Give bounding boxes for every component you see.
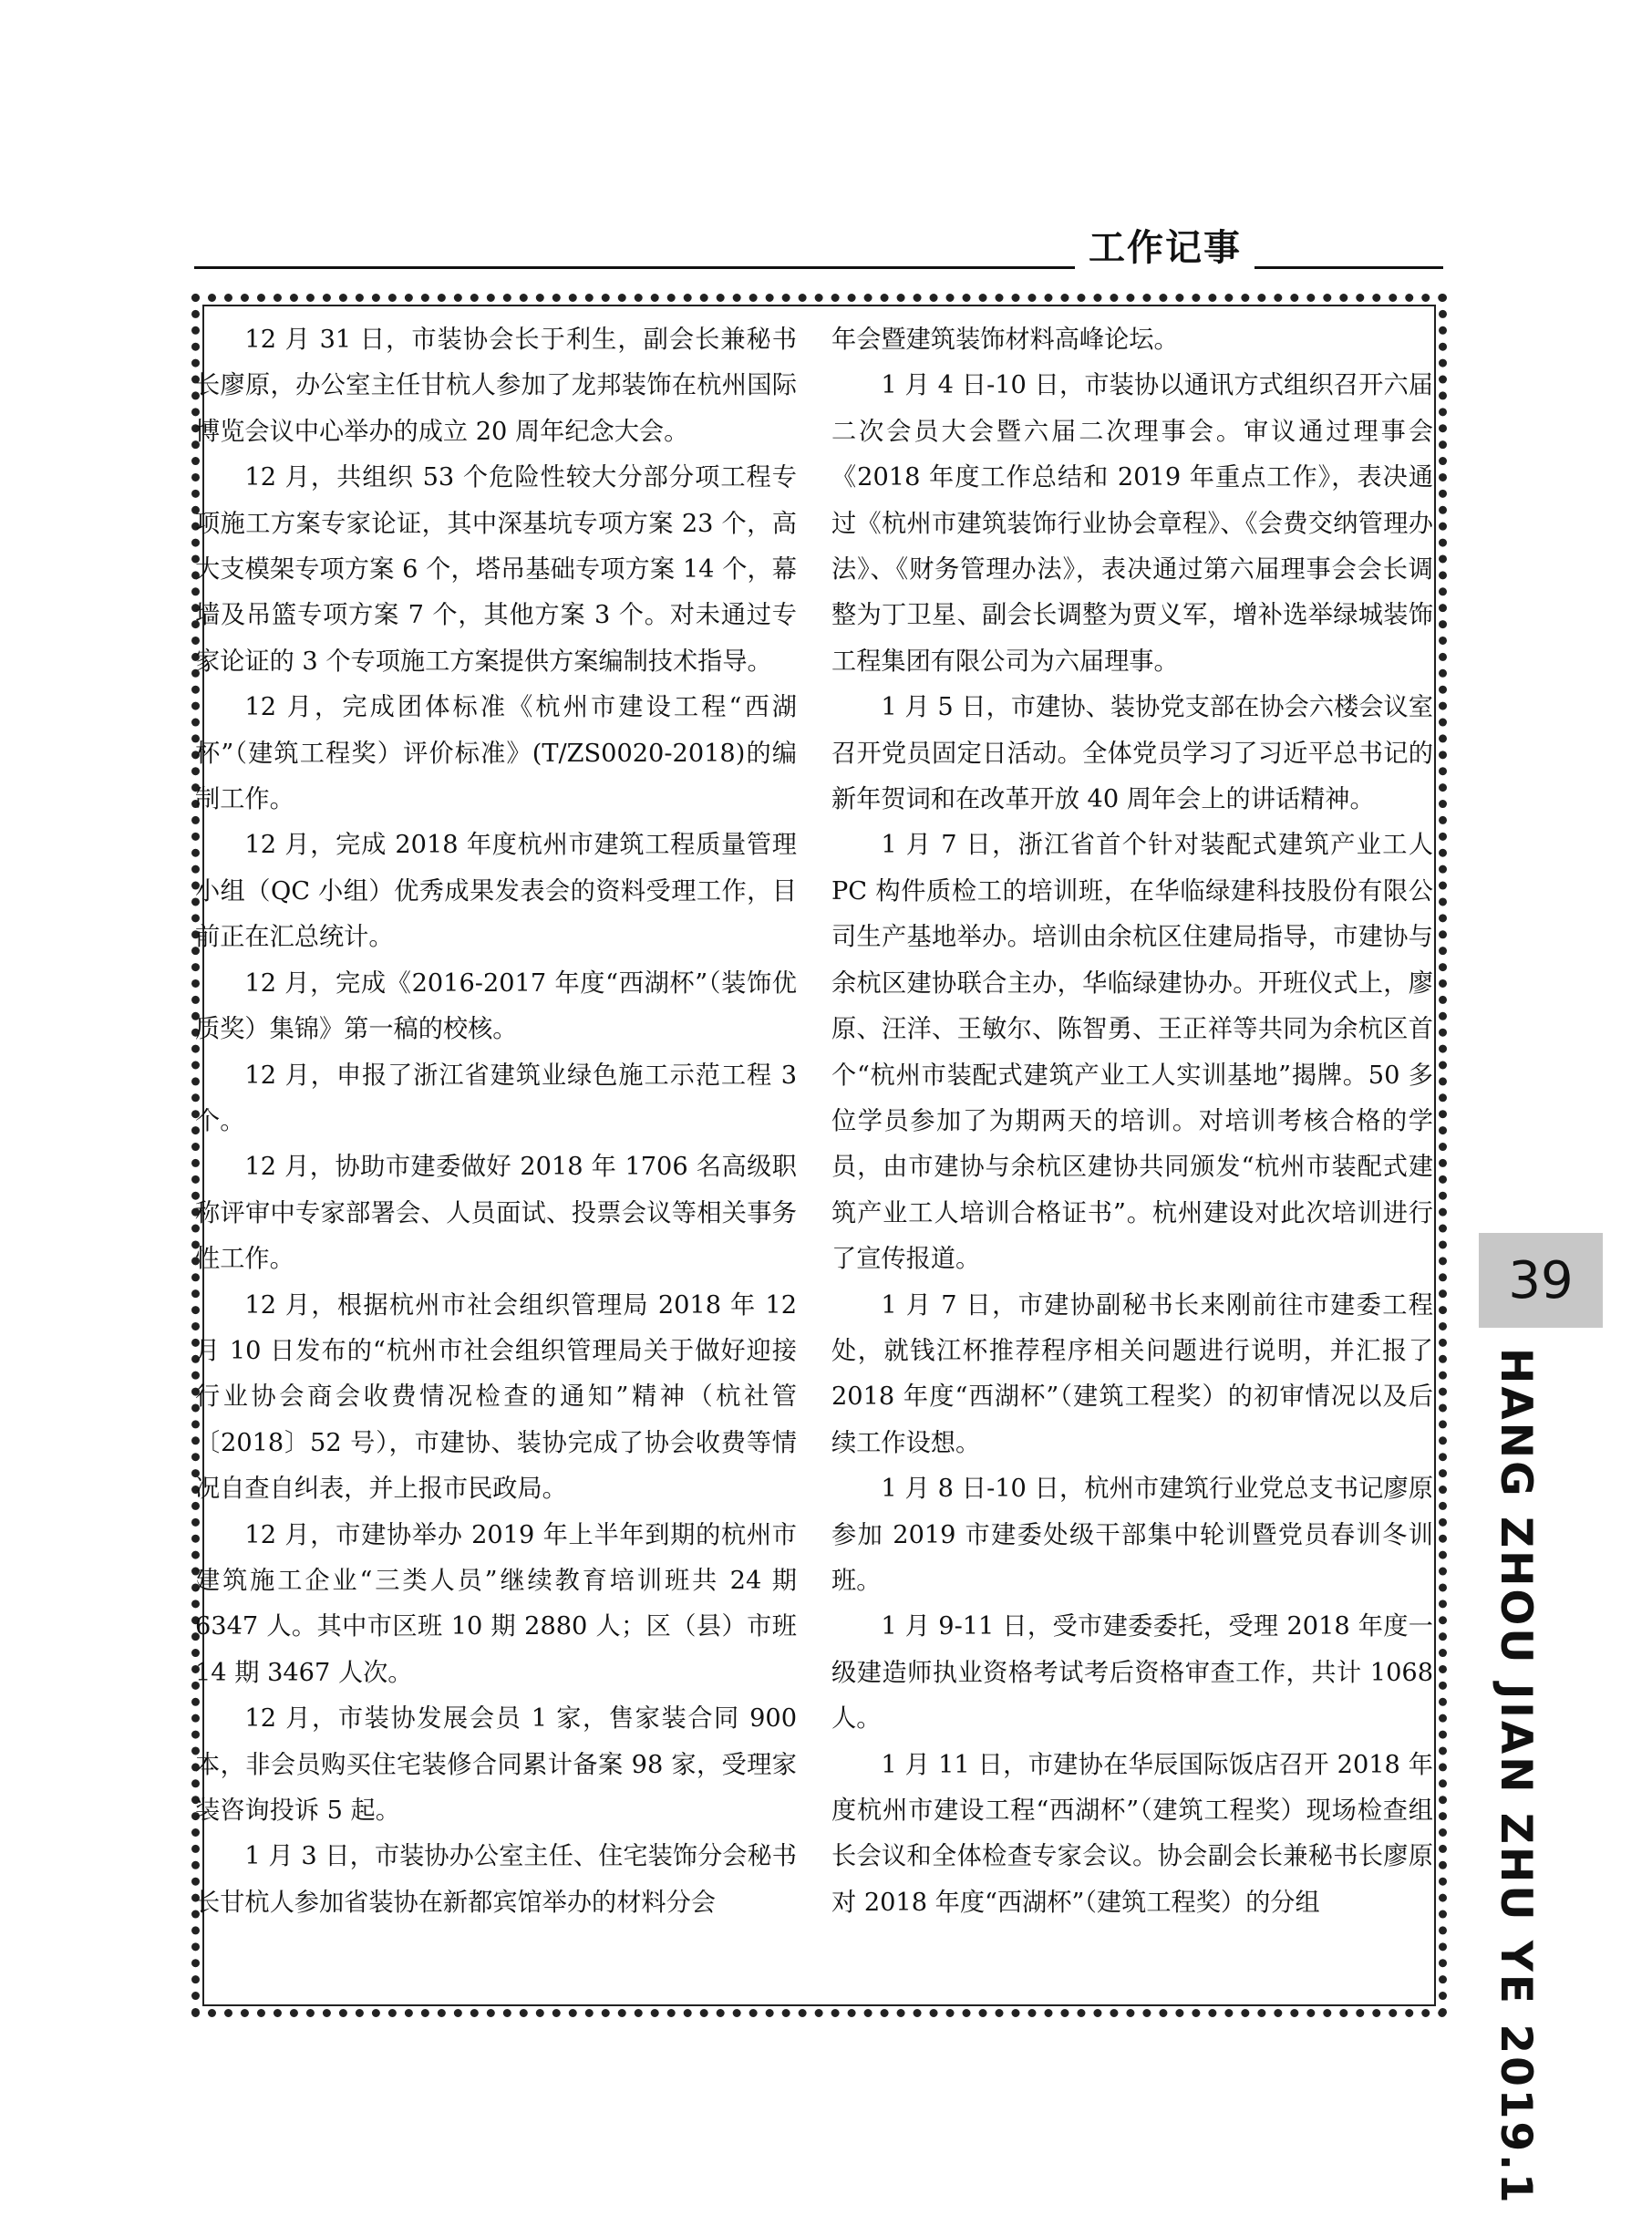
header-rule-right <box>1254 266 1443 269</box>
paragraph: 1 月 3 日，市装协办公室主任、住宅装饰分会秘书长甘杭人参加省装协在新都宾馆举办的材料分会 <box>195 1842 797 1917</box>
right-column <box>831 317 1433 1926</box>
paragraph: 12 月，市装协发展会员 1 家，售家装合同 900 本，非会员购买住宅装修合同累计备案 98 家，受理家装咨询投诉 5 起。 <box>195 1704 797 1825</box>
page-number: 39 <box>1479 1233 1603 1328</box>
paragraph: 12 月 31 日，市装协会长于利生，副会长兼秘书长廖原，办公室主任甘杭人参加了龙邦装饰在杭州国际博览会议中心举办的成立 20 周年纪念大会。 <box>195 326 797 446</box>
paragraph: 1 月 4 日-10 日，市装协以通讯方式组织召开六届二次会员大会暨六届二次理事会。审议通过理事会《2018 年度工作总结和 2019 年重点工作》，表决通过《杭州市建筑装饰行业协会章程》、《会费交纳管理办法》、《财务管理办法》，表决通过第六届理事会会长调整为丁卫星、副会长调整为贾义军，增补选举绿城装饰工程集团有限公司为六届理事。 <box>831 371 1433 676</box>
paragraph: 12 月，协助市建委做好 2018 年 1706 名高级职称评审中专家部署会、人员面试、投票会议等相关事务性工作。 <box>195 1153 797 1274</box>
paragraph: 1 月 11 日，市建协在华辰国际饭店召开 2018 年度杭州市建设工程“西湖杯”（建筑工程奖）现场检查组长会议和全体检查专家会议。协会副会长兼秘书长廖原对 2018 年度“西湖杯”（建筑工程奖）的分组 <box>831 1750 1433 1917</box>
paragraph: 12 月，完成 2018 年度杭州市建筑工程质量管理小组（QC 小组）优秀成果发表会的资料受理工作，目前正在汇总统计。 <box>195 831 797 952</box>
paragraph: 12 月，市建协举办 2019 年上半年到期的杭州市建筑施工企业“三类人员”继续教育培训班共 24 期 6347 人。其中市区班 10 期 2880 人；区（县）市班 14 期 3467 人次。 <box>195 1520 797 1687</box>
left-column <box>195 317 797 1926</box>
paragraph: 12 月，根据杭州市社会组织管理局 2018 年 12 月 10 日发布的“杭州市社会组织管理局关于做好迎接行业协会商会收费情况检查的通知”精神（杭社管〔2018〕52 号），市建协、装协完成了协会收费等情况自查自纠表，并上报市民政局。 <box>195 1290 797 1504</box>
paragraph: 1 月 8 日-10 日，杭州市建筑行业党总支书记廖原参加 2019 市建委处级干部集中轮训暨党员春训冬训班。 <box>831 1475 1433 1595</box>
paragraph-continuation: 年会暨建筑装饰材料高峰论坛。 <box>831 326 1179 354</box>
paragraph: 12 月，完成《2016-2017 年度“西湖杯”（装饰优质奖）集锦》第一稿的校核。 <box>195 968 797 1044</box>
paragraph: 1 月 7 日，市建协副秘书长来刚前往市建委工程处，就钱江杯推荐程序相关问题进行说明，并汇报了 2018 年度“西湖杯”（建筑工程奖）的初审情况以及后续工作设想。 <box>831 1290 1433 1457</box>
header-rule-left <box>194 266 1075 269</box>
paragraph: 12 月，完成团体标准《杭州市建设工程“西湖杯”（建筑工程奖）评价标准》(T/ZS0020-2018)的编制工作。 <box>195 693 797 814</box>
paragraph: 1 月 5 日，市建协、装协党支部在协会六楼会议室召开党员固定日活动。全体党员学习了习近平总书记的新年贺词和在改革开放 40 周年会上的讲话精神。 <box>831 693 1433 814</box>
side-journal-title: HANG ZHOU JIAN ZHU YE 2019.1 <box>1491 1348 1541 2206</box>
paragraph: 1 月 9-11 日，受市建委委托，受理 2018 年度一级建造师执业资格考试考后资格审查工作，共计 1068 人。 <box>831 1612 1433 1734</box>
paragraph: 1 月 7 日，浙江省首个针对装配式建筑产业工人 PC 构件质检工的培训班，在华临绿建科技股份有限公司生产基地举办。培训由余杭区住建局指导，市建协与余杭区建协联合主办，华临绿建协办。开班仪式上，廖原、汪洋、王敏尔、陈智勇、王正祥等共同为余杭区首个“杭州市装配式建筑产业工人实训基地”揭牌。50 多位学员参加了为期两天的培训。对培训考核合格的学员，由市建协与余杭区建协共同颁发“杭州市装配式建筑产业工人培训合格证书”。杭州建设对此次培训进行了宣传报道。 <box>831 831 1433 1274</box>
paragraph: 12 月，共组织 53 个危险性较大分部分项工程专项施工方案专家论证，其中深基坑专项方案 23 个，高大支模架专项方案 6 个，塔吊基础专项方案 14 个，幕墙及吊篮专项方案 7 个，其他方案 3 个。对未通过专家论证的 3 个专项施工方案提供方案编制技术指导。 <box>195 463 797 676</box>
section-title: 工作记事 <box>1089 227 1242 269</box>
paragraph: 12 月，申报了浙江省建筑业绿色施工示范工程 3 个。 <box>195 1061 797 1135</box>
